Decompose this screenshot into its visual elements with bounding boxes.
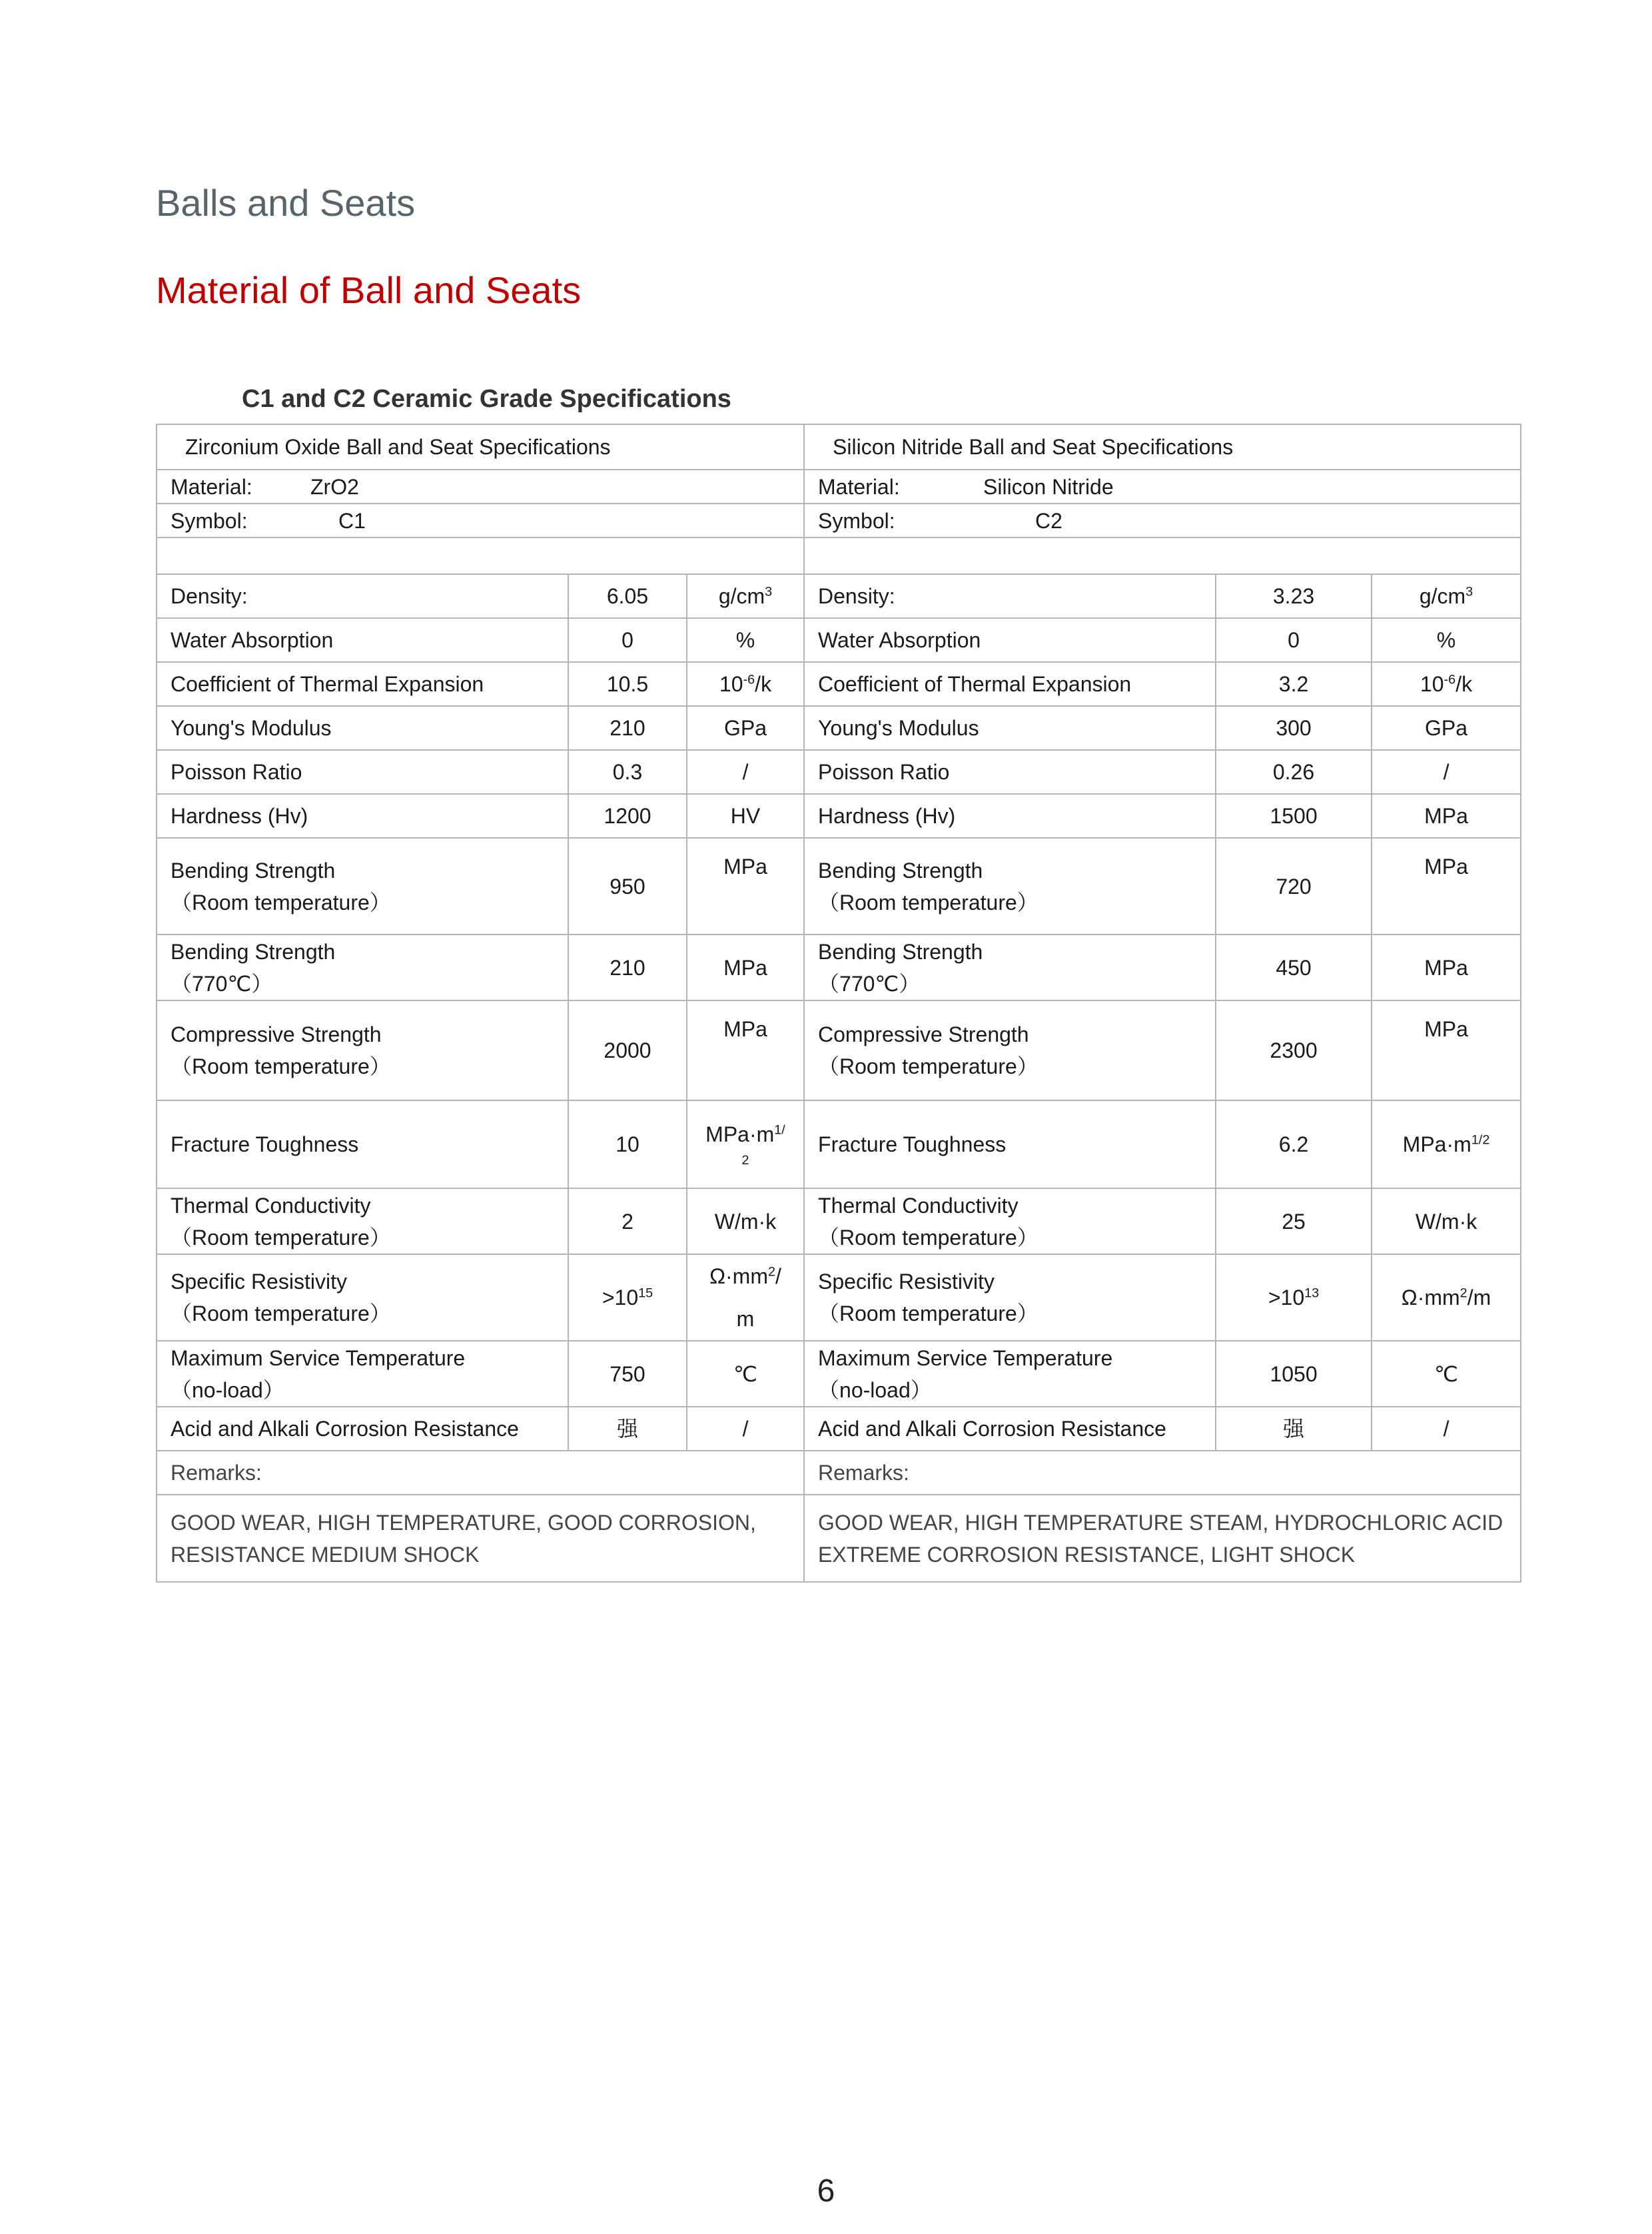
- property-value: 10.5: [568, 662, 687, 706]
- property-unit: /: [1372, 750, 1521, 794]
- material-row: [157, 470, 1521, 504]
- property-unit: /: [687, 1407, 804, 1451]
- property-unit: MPa: [1372, 1000, 1521, 1100]
- property-label: Bending Strength （Room temperature）: [157, 838, 568, 934]
- property-value: 2000: [568, 1000, 687, 1100]
- left-header: Zirconium Oxide Ball and Seat Specifications: [157, 424, 804, 470]
- property-label: Maximum Service Temperature （no-load）: [804, 1341, 1216, 1407]
- property-unit: HV: [687, 794, 804, 838]
- water-absorption-row: [157, 618, 1521, 662]
- property-label: Bending Strength （770℃）: [157, 934, 568, 1000]
- poisson-ratio-row: [157, 750, 1521, 794]
- property-value: 强: [568, 1407, 687, 1451]
- property-label: Fracture Toughness: [157, 1100, 568, 1188]
- property-value: 6.2: [1216, 1100, 1372, 1188]
- property-label: Thermal Conductivity （Room temperature）: [157, 1188, 568, 1254]
- property-unit: /: [687, 750, 804, 794]
- property-label: Compressive Strength （Room temperature）: [157, 1000, 568, 1100]
- property-value: 1200: [568, 794, 687, 838]
- material-value: ZrO2: [310, 474, 359, 499]
- property-unit: MPa: [687, 838, 804, 934]
- property-value: $>10^{13}$: [1216, 1254, 1372, 1341]
- bending-strength-room-row: [157, 838, 1521, 934]
- left-remarks: GOOD WEAR, HIGH TEMPERATURE, GOOD CORROSION, RESISTANCE MEDIUM SHOCK: [157, 1495, 804, 1582]
- property-label: Young's Modulus: [804, 706, 1216, 750]
- property-value: 0: [568, 618, 687, 662]
- remarks-header-row: [157, 1451, 1521, 1495]
- section-title: Material of Ball and Seats: [156, 269, 582, 311]
- property-unit: $MPa\cdot m^{1/}$ 2: [687, 1100, 804, 1188]
- material-value: Silicon Nitride: [983, 474, 1114, 499]
- property-label: Fracture Toughness: [804, 1100, 1216, 1188]
- property-label: Compressive Strength （Room temperature）: [804, 1000, 1216, 1100]
- property-unit: MPa: [1372, 794, 1521, 838]
- property-value: 25: [1216, 1188, 1372, 1254]
- property-label: Water Absorption: [157, 618, 568, 662]
- property-label: Maximum Service Temperature （no-load）: [157, 1341, 568, 1407]
- property-unit: MPa: [1372, 934, 1521, 1000]
- property-label: Acid and Alkali Corrosion Resistance: [157, 1407, 568, 1451]
- property-unit: ℃: [687, 1341, 804, 1407]
- property-value: 3.2: [1216, 662, 1372, 706]
- property-label: Coefficient of Thermal Expansion: [804, 662, 1216, 706]
- specific-resistivity-row: [157, 1254, 1521, 1341]
- property-value: 300: [1216, 706, 1372, 750]
- property-value: 450: [1216, 934, 1372, 1000]
- property-value: 720: [1216, 838, 1372, 934]
- spacer-row: [157, 538, 1521, 574]
- property-value: 950: [568, 838, 687, 934]
- material-label: Material:: [171, 474, 252, 499]
- property-value: 2: [568, 1188, 687, 1254]
- property-value: 1050: [1216, 1341, 1372, 1407]
- right-remarks-label: Remarks:: [804, 1451, 1521, 1495]
- hardness-row: [157, 794, 1521, 838]
- property-label: Specific Resistivity （Room temperature）: [157, 1254, 568, 1341]
- property-label: Bending Strength （Room temperature）: [804, 838, 1216, 934]
- property-unit: %: [1372, 618, 1521, 662]
- property-unit: $\Omega\cdot mm^2/m$: [1372, 1254, 1521, 1341]
- table-title: C1 and C2 Ceramic Grade Specifications: [242, 385, 731, 413]
- corrosion-resistance-row: [157, 1407, 1521, 1451]
- symbol-row: [157, 504, 1521, 538]
- property-unit: W/m·k: [687, 1188, 804, 1254]
- page-heading: Balls and Seats: [156, 182, 416, 224]
- property-label: Bending Strength （770℃）: [804, 934, 1216, 1000]
- right-remarks: GOOD WEAR, HIGH TEMPERATURE STEAM, HYDROCHLORIC ACID EXTREME CORROSION RESISTANCE, LIGHT SHOCK: [804, 1495, 1521, 1582]
- property-label: Poisson Ratio: [157, 750, 568, 794]
- left-symbol: [157, 504, 804, 538]
- property-label: Young's Modulus: [157, 706, 568, 750]
- property-value: 2300: [1216, 1000, 1372, 1100]
- property-value: 0.26: [1216, 750, 1372, 794]
- property-value: 3.23: [1216, 574, 1372, 618]
- property-value: 0.3: [568, 750, 687, 794]
- property-unit: %: [687, 618, 804, 662]
- specifications-table: [156, 424, 1521, 1583]
- property-value: 750: [568, 1341, 687, 1407]
- property-label: Acid and Alkali Corrosion Resistance: [804, 1407, 1216, 1451]
- fracture-toughness-row: [157, 1100, 1521, 1188]
- property-unit: GPa: [1372, 706, 1521, 750]
- property-value: 210: [568, 934, 687, 1000]
- max-service-temperature-row: [157, 1341, 1521, 1407]
- property-unit: ℃: [1372, 1341, 1521, 1407]
- property-unit: $10^{-6}/k$: [687, 662, 804, 706]
- property-unit: $g/cm^3$: [687, 574, 804, 618]
- right-symbol: [804, 504, 1521, 538]
- property-unit: MPa: [1372, 838, 1521, 934]
- property-unit: $10^{-6}/k$: [1372, 662, 1521, 706]
- property-label: Density:: [804, 574, 1216, 618]
- symbol-label: Symbol:: [171, 508, 248, 533]
- property-unit: MPa: [687, 1000, 804, 1100]
- property-value: 0: [1216, 618, 1372, 662]
- property-unit: /: [1372, 1407, 1521, 1451]
- left-material: [157, 470, 804, 504]
- property-value: $>10^{15}$: [568, 1254, 687, 1341]
- property-unit: $\Omega\cdot mm^2/$ m: [687, 1254, 804, 1341]
- property-label: Coefficient of Thermal Expansion: [157, 662, 568, 706]
- property-label: Hardness (Hv): [157, 794, 568, 838]
- thermal-conductivity-row: [157, 1188, 1521, 1254]
- property-label: Water Absorption: [804, 618, 1216, 662]
- page-number: 6: [817, 2173, 835, 2209]
- material-label: Material:: [818, 474, 900, 499]
- property-unit: W/m·k: [1372, 1188, 1521, 1254]
- table-header-row: [157, 424, 1521, 470]
- remarks-body-row: [157, 1495, 1521, 1582]
- bending-strength-770-row: [157, 934, 1521, 1000]
- right-header: Silicon Nitride Ball and Seat Specifications: [804, 424, 1521, 470]
- property-value: 10: [568, 1100, 687, 1188]
- property-value: 1500: [1216, 794, 1372, 838]
- symbol-value: C1: [338, 508, 366, 533]
- property-label: Poisson Ratio: [804, 750, 1216, 794]
- property-label: Thermal Conductivity （Room temperature）: [804, 1188, 1216, 1254]
- property-label: Specific Resistivity （Room temperature）: [804, 1254, 1216, 1341]
- thermal-expansion-row: [157, 662, 1521, 706]
- compressive-strength-row: [157, 1000, 1521, 1100]
- symbol-label: Symbol:: [818, 508, 895, 533]
- property-unit: MPa: [687, 934, 804, 1000]
- property-unit: $g/cm^3$: [1372, 574, 1521, 618]
- symbol-value: C2: [1035, 508, 1062, 533]
- property-unit: $MPa\cdot m^{1/2}$: [1372, 1100, 1521, 1188]
- left-remarks-label: Remarks:: [157, 1451, 804, 1495]
- property-label: Density:: [157, 574, 568, 618]
- property-label: Hardness (Hv): [804, 794, 1216, 838]
- right-material: [804, 470, 1521, 504]
- property-value: 210: [568, 706, 687, 750]
- property-value: 6.05: [568, 574, 687, 618]
- density-row: [157, 574, 1521, 618]
- property-unit: GPa: [687, 706, 804, 750]
- property-value: 强: [1216, 1407, 1372, 1451]
- youngs-modulus-row: [157, 706, 1521, 750]
